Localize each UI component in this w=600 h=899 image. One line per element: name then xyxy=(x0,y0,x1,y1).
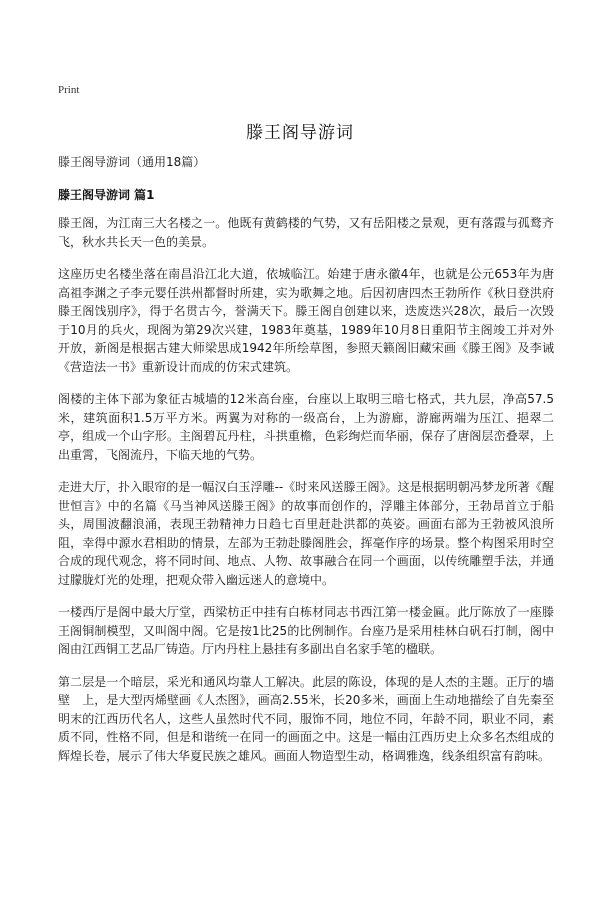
section-heading: 滕王阁导游词 篇1 xyxy=(58,188,155,202)
paragraph-3: 阁楼的主体下部为象征古城墙的12米高台座，台座以上取明三暗七格式，共九层，净高57.5米，建筑面积1.5万平方米。两翼为对称的一级高台，上为游廊，游廊两端为压江、挹翠二亭，组成一个山字形。主阁碧瓦丹柱，斗拱重檐，色彩绚烂而华丽，保存了唐阁层峦叠翠，上出重霄，飞阁流丹，下临天地的气势。 xyxy=(58,392,554,462)
paragraph-5: 一楼西厅是阁中最大厅堂，西梁枋正中挂有白栋材同志书西江第一楼金匾。此厅陈放了一座滕王阁铜制模型，又叫阁中阁。它是按1比25的比例制作。台座乃是采用桂林白矾石打制，阁中阁由江西铜工艺品厂铸造。厅内丹柱上悬挂有多副出自名家手笔的楹联。 xyxy=(58,605,554,656)
document-subtitle: 滕王阁导游词（通用18篇） xyxy=(58,155,206,169)
page-title: 滕王阁导游词 xyxy=(246,123,354,143)
paragraph-6: 第二层是一个暗层，采光和通风均靠人工解决。此层的陈设，体现的是人杰的主题。正厅的墙壁 上，是大型丙烯壁画《人杰图》，画高2.55米，长20多米，画面上生动地描绘了自先秦至明末的江西历代名人，这些人虽然时代不同，服饰不同，地位不同，年龄不同，职业不同，素质不同，性格不同，但是和谐统一在同一的画面之中。这是一幅由江西历史上众多名杰组成的辉煌长卷，展示了伟大华夏民族之雄风。画面人物造型生动，格调雅逸，线条组织富有韵味。 xyxy=(58,674,554,763)
paragraph-4: 走进大厅，扑入眼帘的是一幅汉白玉浮雕--《时来风送滕王阁》。这是根据明朝冯梦龙所著《醒世恒言》中的名篇《马当神风送滕王阁》的故事而创作的，浮雕主体部分，王勃昂首立于船头，周围波翻浪涌，表现王勃精神力日趋七百里赶赴洪都的英姿。画面右部为王勃被风浪所阻，幸得中源水君相助的情景，左部为王勃赴滕阁胜会，挥毫作序的场景。整个构图采用时空合成的现代观念，将不同时间、地点、人物、故事融合在同一个画面，以传统雕塑手法，并通过朦胧灯光的处理，把观众带入幽远迷人的意境中。 xyxy=(58,480,554,587)
print-label: Print xyxy=(58,84,80,96)
article-body xyxy=(58,214,554,779)
paragraph-2: 这座历史名楼坐落在南昌沿江北大道，依城临江。始建于唐永徽4年，也就是公元653年为唐高祖李渊之子李元婴任洪州都督时所建，实为歌舞之地。后因初唐四杰王勃所作《秋日登洪府滕王阁饯别序》，得于名贯古今，誉满天下。滕王阁自创建以来，迭废迭兴28次，最后一次毁于10月的兵火，现阁为第29次兴建，1983年奠基，1989年10月8日重阳节主阁竣工并对外开放，新阁是根据古建大师梁思成1942年所绘草图，参照天籁阁旧藏宋画《滕王阁》及李诫《营造法一书》重新设计而成的仿宋式建筑。 xyxy=(58,267,554,374)
paragraph-1: 滕王阁，为江南三大名楼之一。他既有黄鹤楼的气势，又有岳阳楼之景观，更有落霞与孤鹜齐飞，秋水共长天一色的美景。 xyxy=(58,216,554,249)
